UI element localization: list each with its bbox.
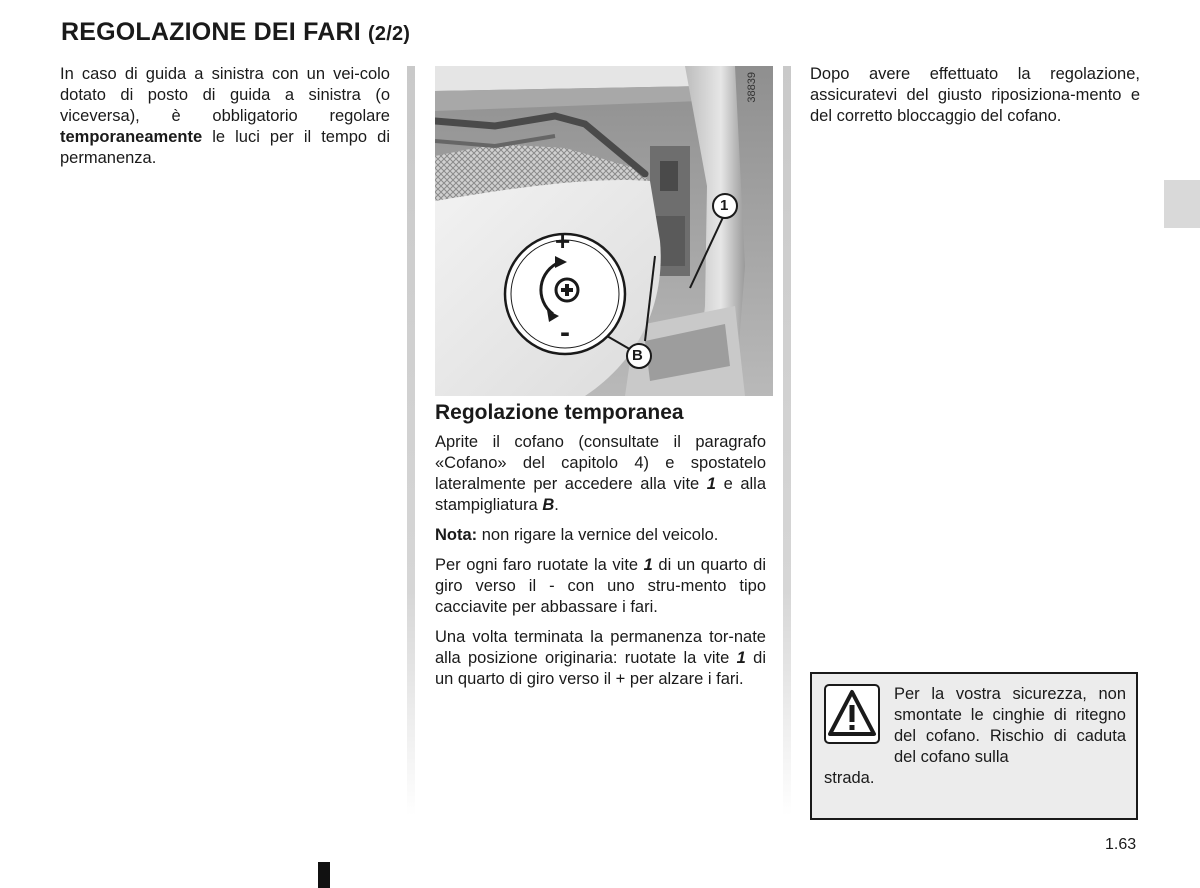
paragraph-note: [435, 525, 766, 546]
p4-text-b: di un quarto di giro verso il + per alzare i fari.: [435, 649, 766, 688]
section-subheading: Regolazione temporanea: [435, 401, 684, 424]
chapter-thumb-tab: [1164, 180, 1200, 228]
warning-text: [824, 684, 1126, 789]
p1-text-a: Aprite il cofano (consultate il paragrafo «Cofano» del capitolo 4) e spostatelo lateralmente per accedere alla vite: [435, 433, 766, 493]
right-column-paragraph: Dopo avere effettuato la regolazione, assicuratevi del giusto riposiziona-mento e del corretto bloccaggio del cofano.: [810, 65, 1140, 125]
paragraph-open-hood: [435, 432, 766, 516]
p1-text-c: .: [554, 496, 559, 514]
callout-b-label: B: [632, 347, 643, 364]
warning-text-main: Per la vostra sicurezza, non smontate le cinghie di ritegno del cofano. Rischio di caduta del cofano sulla: [894, 685, 1126, 766]
p3-text-a: Per ogni faro ruotate la vite: [435, 556, 644, 574]
p1-mark-ref: B: [542, 496, 555, 514]
title-text: REGOLAZIONE DEI FARI: [61, 18, 361, 46]
paragraph-restore-lights: [435, 627, 766, 690]
warning-text-last: strada.: [824, 769, 875, 787]
print-edge-mark: [318, 862, 330, 888]
title-part: (2/2): [368, 23, 411, 45]
callout-1-label: 1: [720, 197, 729, 214]
p1-text-b: e alla stampigliatura: [435, 475, 767, 514]
warning-box: [810, 672, 1138, 820]
figure-plus-sign: +: [555, 226, 571, 256]
figure-number: 38839: [746, 72, 758, 103]
page-number: 1.63: [1105, 836, 1137, 853]
p4-screw-ref: 1: [736, 649, 746, 667]
paragraph-lower-lights: [435, 555, 766, 618]
page-title: [61, 18, 410, 47]
p1-screw-ref: 1: [706, 475, 716, 493]
p3-screw-ref: 1: [643, 556, 653, 574]
column-gutter-left: [407, 66, 415, 816]
p4-text-a: Una volta terminata la permanenza tor-nate alla posizione originaria: ruotate la vite: [435, 628, 766, 667]
left-column-paragraph: [60, 64, 390, 169]
middle-column: [435, 432, 766, 699]
left-text-b: le luci per il tempo di permanenza.: [60, 128, 390, 167]
note-label: Nota:: [435, 526, 478, 544]
note-text: non rigare la vernice del veicolo.: [477, 526, 719, 544]
left-bold-word: temporaneamente: [60, 128, 203, 146]
figure-illustration: [435, 66, 773, 396]
figure-headlight-adjustment: [435, 66, 773, 396]
column-gutter-right: [783, 66, 791, 816]
figure-minus-sign: -: [560, 316, 570, 349]
p3-text-b: di un quarto di giro verso il - con uno stru-mento tipo cacciavite per abbassare i fari.: [435, 556, 766, 616]
left-text-a: In caso di guida a sinistra con un vei-colo dotato di posto di guida a sinistra (o viceversa), è obbligatorio regolare: [60, 65, 390, 125]
